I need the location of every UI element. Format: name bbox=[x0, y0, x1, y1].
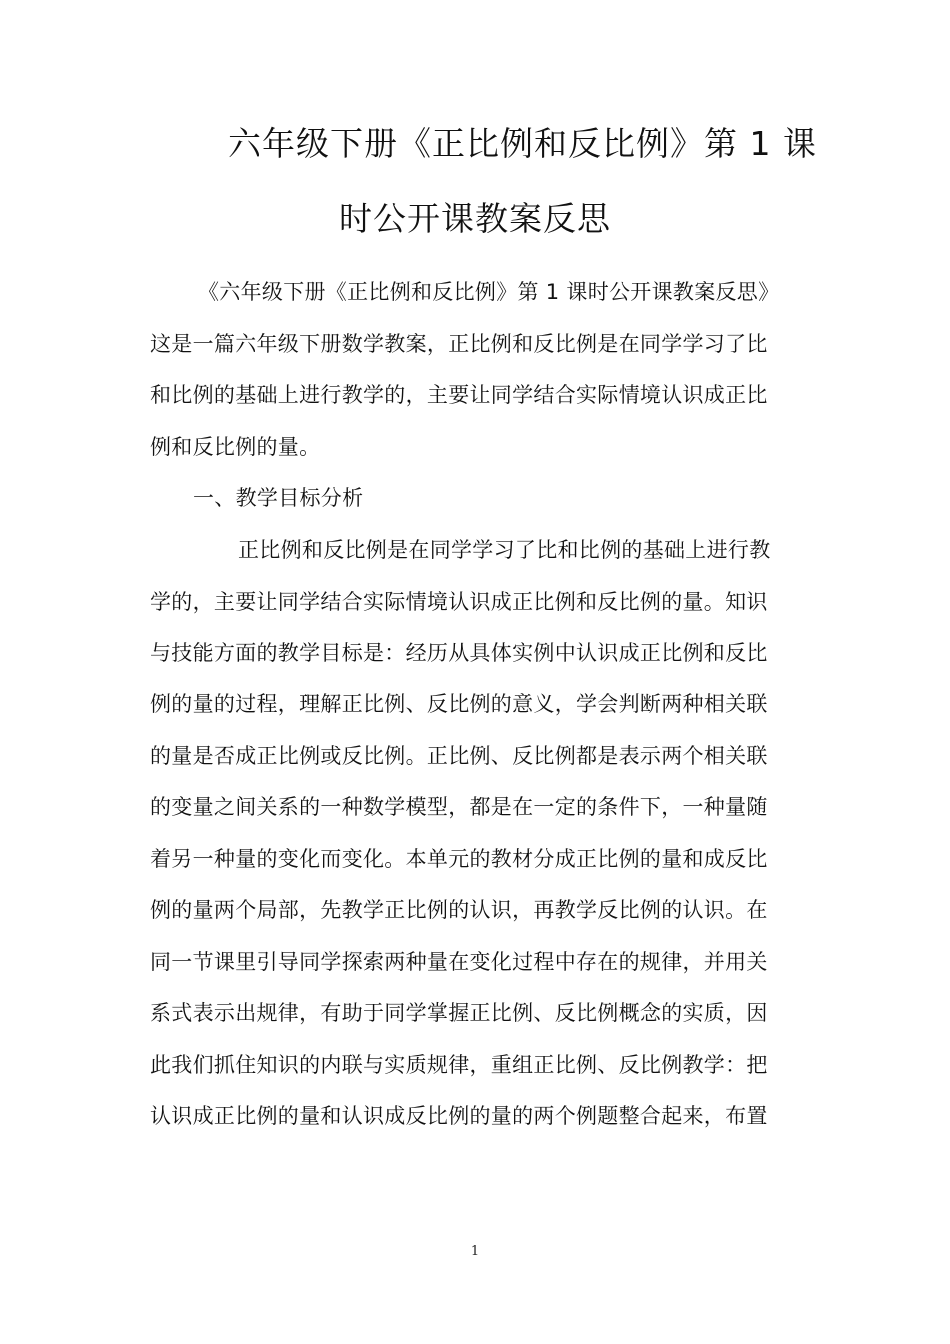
doc-reference-line: 《六年级下册《正比例和反比例》第 1 课时公开课教案反思》 bbox=[198, 280, 780, 304]
body-line: 认识成正比例的量和认识成反比例的量的两个例题整合起来，布置 bbox=[150, 1104, 768, 1128]
body-line: 例和反比例的量。 bbox=[150, 435, 321, 459]
body-line: 此我们抓住知识的内联与实质规律，重组正比例、反比例教学：把 bbox=[150, 1053, 768, 1077]
title-line-2: 时公开课教案反思 bbox=[339, 199, 611, 238]
body-line: 这是一篇六年级下册数学教案，正比例和反比例是在同学学习了比 bbox=[150, 332, 768, 356]
body-line: 和比例的基础上进行教学的，主要让同学结合实际情境认识成正比 bbox=[150, 383, 768, 407]
body-line: 的变量之间关系的一种数学模型，都是在一定的条件下，一种量随 bbox=[150, 795, 768, 819]
body-line: 与技能方面的教学目标是：经历从具体实例中认识成正比例和反比 bbox=[150, 641, 768, 665]
page-number: 1 bbox=[470, 1244, 480, 1259]
body-line: 的量是否成正比例或反比例。正比例、反比例都是表示两个相关联 bbox=[150, 744, 768, 768]
body-line: 例的量的过程，理解正比例、反比例的意义，学会判断两种相关联 bbox=[150, 692, 768, 716]
body-line: 着另一种量的变化而变化。本单元的教材分成正比例的量和成反比 bbox=[150, 847, 768, 871]
title-line-1: 六年级下册《正比例和反比例》第 1 课 bbox=[228, 124, 817, 163]
body-line: 例的量两个局部，先教学正比例的认识，再教学反比例的认识。在 bbox=[150, 898, 768, 922]
section-heading: 一、教学目标分析 bbox=[193, 486, 364, 510]
body-line: 系式表示出规律，有助于同学掌握正比例、反比例概念的实质，因 bbox=[150, 1001, 768, 1025]
body-line: 同一节课里引导同学探索两种量在变化过程中存在的规律，并用关 bbox=[150, 950, 768, 974]
body-line: 学的，主要让同学结合实际情境认识成正比例和反比例的量。知识 bbox=[150, 590, 768, 614]
body-line: 正比例和反比例是在同学学习了比和比例的基础上进行教 bbox=[238, 538, 771, 562]
